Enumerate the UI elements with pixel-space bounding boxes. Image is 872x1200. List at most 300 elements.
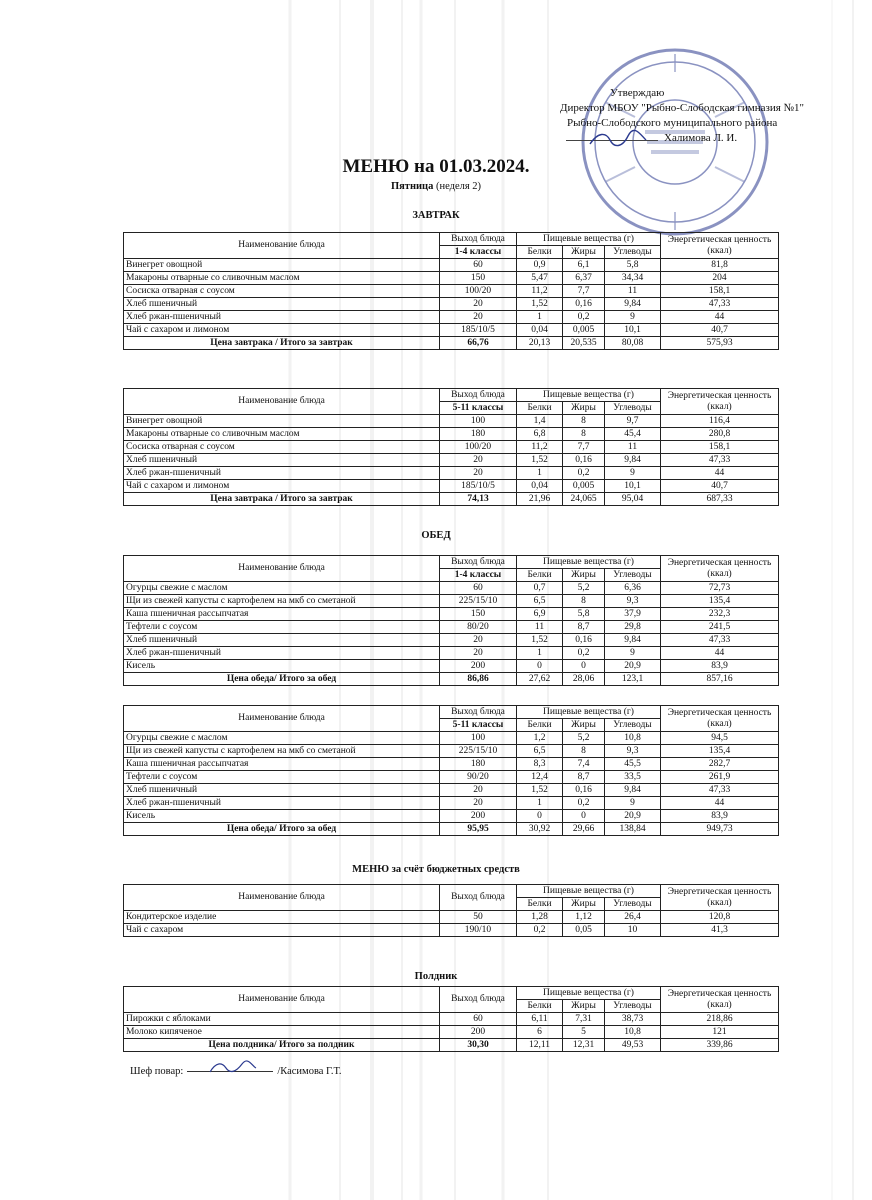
total-row	[124, 1039, 779, 1052]
dish-yield: 60	[440, 259, 517, 272]
dish-fat: 6,1	[563, 259, 605, 272]
dish-protein: 0,7	[517, 582, 563, 595]
header-class-group: 1-4 классы	[440, 246, 517, 259]
header-nutrients: Пищевые вещества (г)	[517, 885, 661, 898]
dish-carbs: 20,9	[605, 810, 661, 823]
table-row	[124, 272, 779, 285]
total-row	[124, 493, 779, 506]
dish-name: Тефтели с соусом	[124, 621, 440, 634]
dish-fat: 7,31	[563, 1013, 605, 1026]
header-fat: Жиры	[563, 246, 605, 259]
total-fat: 24,065	[563, 493, 605, 506]
total-fat: 12,31	[563, 1039, 605, 1052]
dish-protein: 1	[517, 467, 563, 480]
header-fat: Жиры	[563, 1000, 605, 1013]
dish-fat: 7,4	[563, 758, 605, 771]
header-carbs: Углеводы	[605, 402, 661, 415]
header-yield: Выход блюда	[440, 987, 517, 1013]
total-protein: 12,11	[517, 1039, 563, 1052]
dish-name: Хлеб ржан-пшеничный	[124, 311, 440, 324]
header-nutrients: Пищевые вещества (г)	[517, 233, 661, 246]
header-dish-name: Наименование блюда	[124, 706, 440, 732]
dish-carbs: 45,5	[605, 758, 661, 771]
header-nutrients: Пищевые вещества (г)	[517, 706, 661, 719]
page-title: МЕНЮ на 01.03.2024.	[342, 156, 530, 177]
dish-carbs: 9	[605, 311, 661, 324]
chef-signature	[208, 1058, 258, 1076]
header-yield: Выход блюда	[440, 233, 517, 246]
dish-energy: 121	[661, 1026, 779, 1039]
dish-carbs: 11	[605, 285, 661, 298]
dish-yield: 100	[440, 415, 517, 428]
total-label: Цена обеда/ Итого за обед	[124, 673, 440, 686]
dish-protein: 0,2	[517, 924, 563, 937]
dish-name: Молоко кипяченое	[124, 1026, 440, 1039]
total-carbs: 49,53	[605, 1039, 661, 1052]
total-carbs: 95,04	[605, 493, 661, 506]
header-protein: Белки	[517, 569, 563, 582]
section-lunch: ОБЕД	[421, 530, 451, 541]
dish-yield: 180	[440, 758, 517, 771]
header-class-group: 5-11 классы	[440, 402, 517, 415]
dish-name: Щи из свежей капусты с картофелем на мкб со сметаной	[124, 595, 440, 608]
table-row	[124, 634, 779, 647]
total-fat: 28,06	[563, 673, 605, 686]
dish-protein: 1,52	[517, 634, 563, 647]
header-row	[124, 706, 779, 719]
dish-energy: 83,9	[661, 810, 779, 823]
dish-name: Хлеб пшеничный	[124, 784, 440, 797]
dish-energy: 135,4	[661, 595, 779, 608]
dish-protein: 1,52	[517, 298, 563, 311]
table-row	[124, 732, 779, 745]
table-row	[124, 1026, 779, 1039]
dish-fat: 0,05	[563, 924, 605, 937]
dish-energy: 47,33	[661, 634, 779, 647]
dish-fat: 5,2	[563, 732, 605, 745]
header-fat: Жиры	[563, 719, 605, 732]
header-fat: Жиры	[563, 569, 605, 582]
header-row	[124, 556, 779, 569]
dish-protein: 8,3	[517, 758, 563, 771]
total-fat: 20,535	[563, 337, 605, 350]
table-row	[124, 285, 779, 298]
dish-name: Винегрет овощной	[124, 415, 440, 428]
table-row	[124, 745, 779, 758]
dish-carbs: 10,1	[605, 480, 661, 493]
section-snack: Полдник	[414, 971, 458, 982]
breakfast-senior-table	[123, 388, 779, 506]
dish-fat: 8	[563, 415, 605, 428]
total-carbs: 138,84	[605, 823, 661, 836]
dish-energy: 158,1	[661, 441, 779, 454]
header-protein: Белки	[517, 719, 563, 732]
dish-protein: 11,2	[517, 441, 563, 454]
total-energy: 575,93	[661, 337, 779, 350]
dish-fat: 0,2	[563, 467, 605, 480]
dish-name: Огурцы свежие с маслом	[124, 732, 440, 745]
dish-energy: 81,8	[661, 259, 779, 272]
dish-yield: 20	[440, 454, 517, 467]
table-row	[124, 428, 779, 441]
dish-energy: 47,33	[661, 454, 779, 467]
dish-energy: 40,7	[661, 324, 779, 337]
total-row	[124, 823, 779, 836]
dish-protein: 1	[517, 797, 563, 810]
dish-fat: 0,2	[563, 647, 605, 660]
table-row	[124, 647, 779, 660]
table-row	[124, 259, 779, 272]
dish-protein: 6,11	[517, 1013, 563, 1026]
table-row	[124, 758, 779, 771]
total-protein: 27,62	[517, 673, 563, 686]
total-protein: 30,92	[517, 823, 563, 836]
header-fat: Жиры	[563, 898, 605, 911]
table-row	[124, 595, 779, 608]
dish-fat: 0,16	[563, 634, 605, 647]
dish-yield: 190/10	[440, 924, 517, 937]
dish-fat: 8	[563, 595, 605, 608]
table-row	[124, 810, 779, 823]
dish-energy: 41,3	[661, 924, 779, 937]
header-yield: Выход блюда	[440, 706, 517, 719]
dish-carbs: 38,73	[605, 1013, 661, 1026]
snack-table	[123, 986, 779, 1052]
dish-name: Тефтели с соусом	[124, 771, 440, 784]
header-yield: Выход блюда	[440, 885, 517, 911]
dish-yield: 20	[440, 797, 517, 810]
total-price: 66,76	[440, 337, 517, 350]
dish-fat: 6,37	[563, 272, 605, 285]
dish-energy: 94,5	[661, 732, 779, 745]
header-energy: Энергетическая ценность (ккал)	[661, 987, 779, 1013]
dish-name: Чай с сахаром и лимоном	[124, 480, 440, 493]
dish-energy: 204	[661, 272, 779, 285]
dish-name: Кондитерское изделие	[124, 911, 440, 924]
header-protein: Белки	[517, 402, 563, 415]
dish-yield: 200	[440, 660, 517, 673]
dish-yield: 90/20	[440, 771, 517, 784]
dish-carbs: 10,8	[605, 1026, 661, 1039]
dish-yield: 20	[440, 467, 517, 480]
dish-energy: 44	[661, 797, 779, 810]
section-budget: МЕНЮ за счёт бюджетных средств	[352, 864, 520, 875]
director-signature	[588, 128, 648, 150]
dish-protein: 5,47	[517, 272, 563, 285]
header-fat: Жиры	[563, 402, 605, 415]
dish-energy: 47,33	[661, 298, 779, 311]
dish-energy: 40,7	[661, 480, 779, 493]
dish-name: Каша пшеничная рассыпчатая	[124, 758, 440, 771]
dish-carbs: 26,4	[605, 911, 661, 924]
dish-fat: 0,2	[563, 311, 605, 324]
header-nutrients: Пищевые вещества (г)	[517, 987, 661, 1000]
dish-energy: 47,33	[661, 784, 779, 797]
header-carbs: Углеводы	[605, 1000, 661, 1013]
breakfast-junior-table	[123, 232, 779, 350]
dish-carbs: 6,36	[605, 582, 661, 595]
dish-carbs: 29,8	[605, 621, 661, 634]
dish-name: Хлеб ржан-пшеничный	[124, 467, 440, 480]
lunch-senior-table	[123, 705, 779, 836]
dish-yield: 185/10/5	[440, 480, 517, 493]
dish-name: Чай с сахаром и лимоном	[124, 324, 440, 337]
dish-name: Огурцы свежие с маслом	[124, 582, 440, 595]
budget-table	[123, 884, 779, 937]
table-row	[124, 582, 779, 595]
table-row	[124, 480, 779, 493]
dish-protein: 0	[517, 660, 563, 673]
dish-energy: 83,9	[661, 660, 779, 673]
header-dish-name: Наименование блюда	[124, 987, 440, 1013]
dish-fat: 7,7	[563, 285, 605, 298]
dish-fat: 8	[563, 428, 605, 441]
dish-energy: 44	[661, 647, 779, 660]
dish-name: Макароны отварные со сливочным маслом	[124, 272, 440, 285]
dish-yield: 225/15/10	[440, 595, 517, 608]
dish-name: Макароны отварные со сливочным маслом	[124, 428, 440, 441]
total-energy: 949,73	[661, 823, 779, 836]
dish-protein: 0,04	[517, 480, 563, 493]
table-row	[124, 771, 779, 784]
header-energy: Энергетическая ценность (ккал)	[661, 389, 779, 415]
dish-name: Сосиска отварная с соусом	[124, 441, 440, 454]
table-row	[124, 441, 779, 454]
dish-name: Винегрет овощной	[124, 259, 440, 272]
dish-fat: 5,2	[563, 582, 605, 595]
dish-energy: 120,8	[661, 911, 779, 924]
approval-line-3: Рыбно-Слободского муниципального района	[567, 117, 778, 129]
total-label: Цена полдника/ Итого за полдник	[124, 1039, 440, 1052]
dish-yield: 100	[440, 732, 517, 745]
header-row	[124, 389, 779, 402]
subtitle-day: Пятница	[390, 181, 434, 192]
header-nutrients: Пищевые вещества (г)	[517, 556, 661, 569]
header-class-group: 1-4 классы	[440, 569, 517, 582]
dish-carbs: 9,84	[605, 454, 661, 467]
dish-fat: 0,16	[563, 784, 605, 797]
dish-protein: 1,28	[517, 911, 563, 924]
table-row	[124, 415, 779, 428]
table-row	[124, 784, 779, 797]
dish-yield: 20	[440, 784, 517, 797]
header-energy: Энергетическая ценность (ккал)	[661, 706, 779, 732]
dish-fat: 8,7	[563, 621, 605, 634]
table-row	[124, 797, 779, 810]
dish-yield: 185/10/5	[440, 324, 517, 337]
dish-yield: 200	[440, 810, 517, 823]
total-carbs: 123,1	[605, 673, 661, 686]
dish-yield: 180	[440, 428, 517, 441]
dish-name: Хлеб пшеничный	[124, 298, 440, 311]
dish-energy: 116,4	[661, 415, 779, 428]
dish-energy: 261,9	[661, 771, 779, 784]
chef-label: Шеф повар:	[130, 1066, 184, 1077]
section-breakfast: ЗАВТРАК	[412, 210, 460, 221]
header-energy: Энергетическая ценность (ккал)	[661, 233, 779, 259]
dish-carbs: 33,5	[605, 771, 661, 784]
header-carbs: Углеводы	[605, 898, 661, 911]
dish-energy: 282,7	[661, 758, 779, 771]
dish-name: Щи из свежей капусты с картофелем на мкб со сметаной	[124, 745, 440, 758]
dish-yield: 150	[440, 272, 517, 285]
dish-carbs: 9,7	[605, 415, 661, 428]
header-row	[124, 233, 779, 246]
total-label: Цена завтрака / Итого за завтрак	[124, 493, 440, 506]
dish-energy: 44	[661, 467, 779, 480]
header-protein: Белки	[517, 898, 563, 911]
dish-yield: 150	[440, 608, 517, 621]
dish-carbs: 20,9	[605, 660, 661, 673]
header-dish-name: Наименование блюда	[124, 233, 440, 259]
total-carbs: 80,08	[605, 337, 661, 350]
dish-protein: 0,04	[517, 324, 563, 337]
dish-yield: 20	[440, 311, 517, 324]
total-price: 74,13	[440, 493, 517, 506]
lunch-junior-table	[123, 555, 779, 686]
dish-protein: 0,9	[517, 259, 563, 272]
dish-energy: 158,1	[661, 285, 779, 298]
header-dish-name: Наименование блюда	[124, 885, 440, 911]
dish-name: Хлеб ржан-пшеничный	[124, 797, 440, 810]
dish-carbs: 45,4	[605, 428, 661, 441]
dish-fat: 0,005	[563, 480, 605, 493]
dish-fat: 8	[563, 745, 605, 758]
header-row	[124, 885, 779, 898]
dish-yield: 100/20	[440, 285, 517, 298]
table-row	[124, 1013, 779, 1026]
dish-protein: 0	[517, 810, 563, 823]
dish-fat: 0,2	[563, 797, 605, 810]
dish-fat: 0	[563, 660, 605, 673]
dish-yield: 60	[440, 1013, 517, 1026]
dish-energy: 232,3	[661, 608, 779, 621]
header-class-group: 5-11 классы	[440, 719, 517, 732]
dish-yield: 60	[440, 582, 517, 595]
total-price: 95,95	[440, 823, 517, 836]
dish-fat: 8,7	[563, 771, 605, 784]
dish-carbs: 9	[605, 797, 661, 810]
approval-line-2: Директор МБОУ "Рыбно-Слободская гимназия №1"	[560, 102, 805, 114]
total-row	[124, 337, 779, 350]
dish-fat: 0,005	[563, 324, 605, 337]
dish-protein: 1	[517, 311, 563, 324]
dish-protein: 6	[517, 1026, 563, 1039]
dish-carbs: 9,3	[605, 745, 661, 758]
dish-carbs: 9,3	[605, 595, 661, 608]
total-price: 86,86	[440, 673, 517, 686]
table-row	[124, 298, 779, 311]
dish-yield: 50	[440, 911, 517, 924]
header-protein: Белки	[517, 1000, 563, 1013]
dish-fat: 0,16	[563, 454, 605, 467]
header-carbs: Углеводы	[605, 569, 661, 582]
dish-carbs: 9	[605, 647, 661, 660]
dish-name: Кисель	[124, 810, 440, 823]
dish-protein: 1,52	[517, 454, 563, 467]
dish-energy: 135,4	[661, 745, 779, 758]
dish-energy: 218,86	[661, 1013, 779, 1026]
total-row	[124, 673, 779, 686]
dish-protein: 12,4	[517, 771, 563, 784]
approval-line-1: Утверждаю	[610, 87, 665, 99]
total-protein: 20,13	[517, 337, 563, 350]
subtitle-week: (неделя 2)	[435, 181, 482, 192]
dish-protein: 6,9	[517, 608, 563, 621]
dish-yield: 80/20	[440, 621, 517, 634]
dish-carbs: 11	[605, 441, 661, 454]
table-row	[124, 924, 779, 937]
dish-yield: 100/20	[440, 441, 517, 454]
dish-protein: 6,5	[517, 595, 563, 608]
total-protein: 21,96	[517, 493, 563, 506]
header-carbs: Углеводы	[605, 246, 661, 259]
total-fat: 29,66	[563, 823, 605, 836]
header-energy: Энергетическая ценность (ккал)	[661, 885, 779, 911]
dish-carbs: 10,1	[605, 324, 661, 337]
dish-carbs: 9,84	[605, 634, 661, 647]
header-dish-name: Наименование блюда	[124, 556, 440, 582]
total-price: 30,30	[440, 1039, 517, 1052]
dish-name: Хлеб ржан-пшеничный	[124, 647, 440, 660]
dish-fat: 1,12	[563, 911, 605, 924]
dish-name: Каша пшеничная рассыпчатая	[124, 608, 440, 621]
dish-protein: 11,2	[517, 285, 563, 298]
dish-fat: 0	[563, 810, 605, 823]
header-dish-name: Наименование блюда	[124, 389, 440, 415]
total-energy: 857,16	[661, 673, 779, 686]
header-yield: Выход блюда	[440, 389, 517, 402]
dish-yield: 20	[440, 634, 517, 647]
dish-yield: 225/15/10	[440, 745, 517, 758]
header-carbs: Углеводы	[605, 719, 661, 732]
dish-carbs: 9,84	[605, 784, 661, 797]
dish-protein: 1,2	[517, 732, 563, 745]
dish-name: Чай с сахаром	[124, 924, 440, 937]
dish-protein: 1	[517, 647, 563, 660]
dish-name: Пирожки с яблоками	[124, 1013, 440, 1026]
dish-yield: 200	[440, 1026, 517, 1039]
dish-carbs: 37,9	[605, 608, 661, 621]
table-row	[124, 608, 779, 621]
dish-protein: 1,52	[517, 784, 563, 797]
dish-energy: 44	[661, 311, 779, 324]
header-energy: Энергетическая ценность (ккал)	[661, 556, 779, 582]
dish-carbs: 9,84	[605, 298, 661, 311]
page-subtitle	[0, 181, 872, 192]
total-energy: 687,33	[661, 493, 779, 506]
dish-protein: 6,5	[517, 745, 563, 758]
table-row	[124, 311, 779, 324]
dish-fat: 5	[563, 1026, 605, 1039]
total-label: Цена завтрака / Итого за завтрак	[124, 337, 440, 350]
dish-protein: 11	[517, 621, 563, 634]
dish-carbs: 9	[605, 467, 661, 480]
header-nutrients: Пищевые вещества (г)	[517, 389, 661, 402]
total-energy: 339,86	[661, 1039, 779, 1052]
dish-carbs: 10	[605, 924, 661, 937]
header-protein: Белки	[517, 246, 563, 259]
dish-fat: 7,7	[563, 441, 605, 454]
header-yield: Выход блюда	[440, 556, 517, 569]
dish-energy: 72,73	[661, 582, 779, 595]
dish-protein: 6,8	[517, 428, 563, 441]
dish-fat: 0,16	[563, 298, 605, 311]
dish-energy: 241,5	[661, 621, 779, 634]
dish-name: Сосиска отварная с соусом	[124, 285, 440, 298]
dish-fat: 5,8	[563, 608, 605, 621]
table-row	[124, 324, 779, 337]
